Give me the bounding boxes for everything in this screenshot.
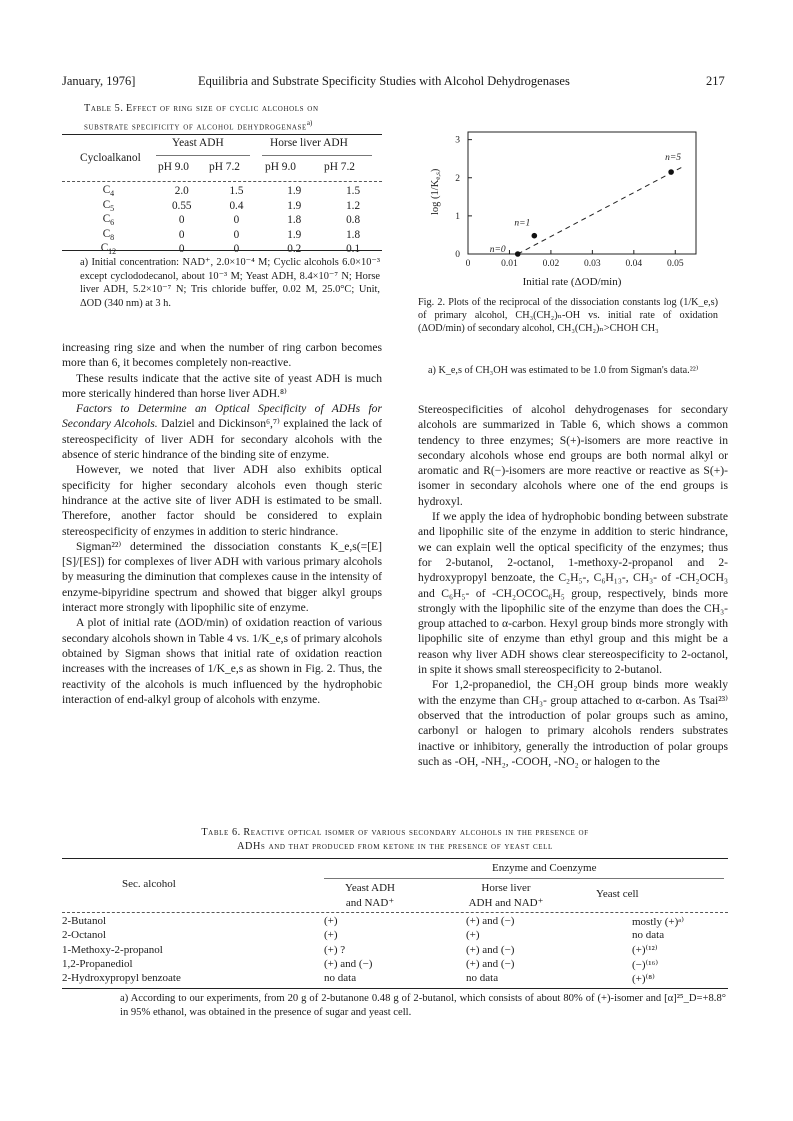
data-point-label: n=1 bbox=[514, 218, 531, 229]
table6-caption bbox=[62, 826, 728, 854]
table-cell: 0 bbox=[233, 243, 240, 256]
table5 bbox=[62, 137, 382, 257]
table5-subcol-2: pH 7.2 bbox=[209, 161, 241, 173]
figure2-caption-text: Plots of the reciprocal of the dissociation constants log (1/K_e,s) of primary alcohol, CH₃(CH₂)ₙ-OH vs. initial rate of oxidation (ΔOD/min) of secondary alcohol, CH₃(CH₂)ₙ>CHOH CH₃ bbox=[418, 297, 719, 335]
table5-subcol-1: pH 9.0 bbox=[158, 161, 190, 173]
table5-group-horse: Horse liver ADH bbox=[270, 137, 348, 149]
table-row bbox=[62, 184, 382, 199]
table5-row-label bbox=[62, 213, 155, 228]
table-cell: no data bbox=[466, 972, 499, 985]
cycloalkanol-label: C bbox=[102, 198, 111, 211]
table-row bbox=[62, 928, 728, 942]
y-tick-label: 1 bbox=[455, 211, 460, 222]
table-cell: no data bbox=[632, 929, 665, 942]
right-paragraph-2: If we apply the idea of hydrophobic bonding between substrate and lipophilic site of the enzyme in addition to steric hindrance, we can explain well the optical specificity of the enzymes; thus for 2-butanol, 2-octanol, 1-methoxy-2-propanol and 2-hydroxypropyl benzoate, the C₂H₅-, C₆H₁₃-, CH₃- of -CH₂OCH₃ and C₆H₅- of -CH₂OCOC₆H₅ group, respectively, binds more strongly with the lipophilic site of the enzyme than does the CH₃-group attached to α-carbon. Hexyl group binds more strongly with lipophilic site of enzyme than ethyl group and this might be a reason why liver ADH shows clear stereospecificity to 2-octanol, in spite it shows small stereospecificity to 2-butanol. bbox=[418, 510, 728, 677]
table-row bbox=[62, 213, 382, 228]
left-paragraph-5: Sigman²²⁾ determined the dissociation constants K_e,s(=[E][S]/[ES]) for complexes of liver ADH with various primary alcohols by measuring the diminution that complexes cause in the intensity of enzyme-bipyridine spectrum and showed that bigger alkyl groups interact more strongly with lipophilic site of enzyme. bbox=[62, 539, 382, 615]
table-cell: no data bbox=[324, 972, 357, 985]
x-tick-label: 0.01 bbox=[501, 259, 518, 269]
running-head-title: Equilibria and Substrate Specificity Studies with Alcohol Dehydrogenases bbox=[198, 74, 570, 88]
table6-caption-line2: ADHs and that produced from ketone in the presence of yeast cell bbox=[237, 841, 553, 852]
table-cell: (−)⁽¹⁶⁾ bbox=[632, 958, 659, 971]
table-cell: (+) bbox=[324, 915, 338, 928]
table-cell: 1.9 bbox=[287, 199, 302, 212]
table5-subcol-4: pH 7.2 bbox=[324, 161, 356, 173]
table-cell: 0.1 bbox=[346, 243, 361, 256]
table5-footnote: a) Initial concentration: NAD⁺, 2.0×10⁻⁴ M; Cyclic alcohols 6.0×10⁻³ except cyclododecanol, about 10⁻³ M; Yeast ADH, 8.4×10⁻⁷ N; Horse liver ADH, 5.2×10⁻⁷ N; Tris chloride buffer, 0.02 M, 25.0°C; Unit, ΔOD (340 nm) at 3 h. bbox=[80, 257, 380, 309]
left-paragraph-1: increasing ring size and when the number of ring carbon becomes more than 6, it becomes completely non-reactive. bbox=[62, 341, 382, 370]
table5-caption-line2: substrate specificity of alcohol dehydrogenase bbox=[84, 121, 307, 133]
figure2-axes bbox=[430, 132, 696, 269]
table5-subcol-3: pH 9.0 bbox=[265, 161, 297, 173]
table-row bbox=[62, 943, 728, 957]
left-paragraph-3 bbox=[62, 401, 382, 462]
table-row bbox=[62, 971, 728, 985]
table6-col-alcohol: Sec. alcohol bbox=[122, 878, 176, 890]
table-cell: (+)⁽¹²⁾ bbox=[632, 944, 658, 957]
table5-row-header: Cycloalkanol bbox=[80, 152, 141, 164]
x-tick-label: 0.02 bbox=[542, 259, 560, 269]
table6-alcohol-name: 1,2-Propanediol bbox=[62, 958, 133, 971]
table6-alcohol-name: 2-Butanol bbox=[62, 915, 106, 928]
table-cell: (+) and (−) bbox=[466, 943, 515, 956]
section-title-optical-specificity: Factors to Determine an Optical Specificity of ADHs for Secondary Alcohols. bbox=[62, 402, 382, 431]
table5-caption bbox=[84, 102, 374, 134]
table-cell: (+) and (−) bbox=[324, 958, 373, 971]
x-tick-label: 0 bbox=[465, 259, 471, 269]
table5-group-yeast: Yeast ADH bbox=[172, 137, 224, 149]
table6-body bbox=[62, 914, 728, 985]
cycloalkanol-subscript: 5 bbox=[110, 203, 115, 213]
cycloalkanol-label: C bbox=[102, 184, 111, 197]
table6-caption-line1: Reactive optical isomer of various secondary alcohols in the presence of bbox=[243, 827, 589, 838]
figure2-caption-label: Fig. 2. bbox=[418, 297, 446, 308]
y-tick-label: 3 bbox=[455, 135, 460, 146]
y-tick-label: 0 bbox=[455, 250, 460, 260]
table-cell: (+) bbox=[324, 929, 338, 942]
cycloalkanol-label: C bbox=[102, 227, 111, 240]
figure2-marks bbox=[490, 153, 684, 257]
table-cell: 2.0 bbox=[174, 185, 189, 198]
cycloalkanol-label: C bbox=[100, 242, 109, 255]
data-point bbox=[532, 233, 538, 239]
table-row bbox=[62, 199, 382, 214]
table-row bbox=[62, 957, 728, 971]
y-axis-label: log (1/Ke,s) bbox=[430, 168, 442, 215]
table-cell: (+) bbox=[466, 929, 480, 942]
running-head-date: January, 1976] bbox=[62, 74, 136, 88]
cycloalkanol-subscript: 8 bbox=[110, 232, 115, 242]
table5-caption-label: Table 5. bbox=[84, 103, 124, 114]
table6-alcohol-name: 2-Octanol bbox=[62, 929, 106, 942]
left-paragraph-4: However, we noted that liver ADH also exhibits optical specificity for higher secondary alcohols even though steric hindrance at the active site of liver ADH is estimated to be small. Therefore, another factor should be considered to explain stereospecificity of enzymes in addition to steric hindrance. bbox=[62, 463, 382, 538]
table-cell: 0.8 bbox=[346, 214, 361, 227]
table-cell: 1.5 bbox=[346, 185, 361, 198]
table-cell: 1.8 bbox=[287, 214, 302, 227]
table6-group-header: Enzyme and Coenzyme bbox=[492, 862, 597, 874]
table5-row-label bbox=[62, 228, 155, 243]
data-point bbox=[515, 251, 521, 257]
table6-header bbox=[62, 860, 728, 912]
table5-caption-sup: a) bbox=[306, 119, 313, 127]
table6-caption-label: Table 6. bbox=[201, 827, 241, 838]
table-cell: 0 bbox=[233, 214, 240, 227]
table-cell: 0.4 bbox=[229, 199, 244, 212]
cycloalkanol-subscript: 12 bbox=[108, 247, 117, 257]
right-paragraph-1: Stereospecificities of alcohol dehydrogenases for secondary alcohols are summarized in Table 6, which shows a common tendency to three enzymes; S(+)-isomers are more reactive in secondary alcohols whose end groups are both normal alkyl or aromatic and R(−)-isomers are more reactive or reactive as S(+)-isomer in secondary alcohols where one of the end groups is hydroxyl. bbox=[418, 403, 728, 508]
fit-line bbox=[518, 166, 684, 254]
table-cell: 1.8 bbox=[346, 228, 361, 241]
table-cell: 0 bbox=[178, 228, 185, 241]
figure2-caption-note: a) K_e,s of CH₃OH was estimated to be 1.0 from Sigman's data.²²⁾ bbox=[428, 365, 699, 376]
x-tick-label: 0.03 bbox=[584, 259, 601, 269]
x-tick-label: 0.04 bbox=[625, 259, 643, 269]
page-number: 217 bbox=[706, 74, 725, 88]
cycloalkanol-subscript: 6 bbox=[110, 218, 115, 228]
table-cell: (+) and (−) bbox=[466, 915, 515, 928]
table6-col-yeast-adh-2: and NAD⁺ bbox=[345, 897, 395, 909]
data-point-label: n=5 bbox=[665, 153, 682, 164]
table-cell: 0 bbox=[178, 243, 185, 256]
table-cell: 0.2 bbox=[287, 243, 302, 256]
table-row bbox=[62, 914, 728, 928]
table6-footnote: a) According to our experiments, from 20 g of 2-butanone 0.48 g of 2-butanol, which consists of about 80% of (+)-isomer and [α]²⁵_D=+8.8° in 95% ethanol, was obtained in the presence of sugar and yeast cell. bbox=[120, 993, 726, 1019]
table-cell: mostly (+)ᵃ⁾ bbox=[632, 915, 684, 928]
table-row bbox=[62, 228, 382, 243]
plot-frame bbox=[468, 132, 696, 254]
table6-col-horse-2: ADH and NAD⁺ bbox=[468, 897, 544, 909]
table6-col-yeast-cell: Yeast cell bbox=[596, 888, 639, 900]
table5-row-label bbox=[62, 184, 155, 199]
table-cell: (+) and (−) bbox=[466, 958, 515, 971]
table5-body bbox=[62, 184, 382, 257]
table-cell: 1.5 bbox=[229, 185, 244, 198]
right-column bbox=[418, 402, 728, 769]
table-cell: (+) ? bbox=[324, 943, 346, 956]
cycloalkanol-subscript: 4 bbox=[110, 189, 115, 199]
table6-col-yeast-adh: Yeast ADH bbox=[345, 882, 395, 894]
left-paragraph-3-rest: Dalziel and Dickinson⁶,⁷⁾ explained the lack of stereospecificity of liver ADH for secondary alcohols with the absence of steric hindrance of the binding site of enzyme. bbox=[62, 417, 382, 462]
left-paragraph-6: A plot of initial rate (ΔOD/min) of oxidation reaction of various secondary alcohols shown in Table 4 vs. 1/K_e,s of primary alcohols obtained by Sigman shows that initial rate of oxidation reaction increases with the increases of 1/K_e,s as shown in Fig. 2. Thus, the reactivity of the alcohols is much influenced by the hydrophobic interaction of end-alkyl group of alcohols with enzyme. bbox=[62, 616, 382, 706]
figure2-xlabel: Initial rate (ΔOD/min) bbox=[522, 276, 622, 288]
x-tick-label: 0.05 bbox=[666, 259, 684, 269]
table-cell: 0.55 bbox=[171, 199, 192, 212]
table6-alcohol-name: 2-Hydroxypropyl benzoate bbox=[62, 972, 181, 985]
table-cell: 1.9 bbox=[287, 228, 302, 241]
figure2-plot bbox=[418, 124, 718, 292]
table-cell: 0 bbox=[233, 228, 240, 241]
cycloalkanol-label: C bbox=[102, 213, 111, 226]
data-point bbox=[668, 169, 674, 175]
right-paragraph-3: For 1,2-propanediol, the CH₂OH group binds more weakly with the enzyme than CH₃- group attached to α-carbon. As Tsai²³⁾ observed that the introduction of polar groups such as amino, carbonyl or halogen to primary alcohols renders substrates inactive or inhibitory, generally the introduction of polar groups such as -OH, -NH₂, -COOH, -NO₂ or halogen to the bbox=[418, 678, 728, 768]
table-cell: 1.9 bbox=[287, 185, 302, 198]
table-cell: (+)⁽⁸⁾ bbox=[632, 972, 655, 985]
y-tick-label: 2 bbox=[455, 173, 460, 184]
data-point-label: n=0 bbox=[489, 245, 506, 255]
figure2-caption bbox=[418, 296, 718, 336]
table-cell: 0 bbox=[178, 214, 185, 227]
table5-caption-line1: Effect of ring size of cyclic alcohols on bbox=[126, 103, 319, 114]
table-cell: 1.2 bbox=[346, 199, 361, 212]
table6-col-horse: Horse liver bbox=[481, 882, 531, 894]
left-column bbox=[62, 340, 382, 707]
table5-row-label bbox=[62, 199, 155, 214]
table6-alcohol-name: 1-Methoxy-2-propanol bbox=[62, 943, 163, 956]
left-paragraph-2: These results indicate that the active site of yeast ADH is much more sterically hindered than horse liver ADH.⁸⁾ bbox=[62, 371, 382, 400]
